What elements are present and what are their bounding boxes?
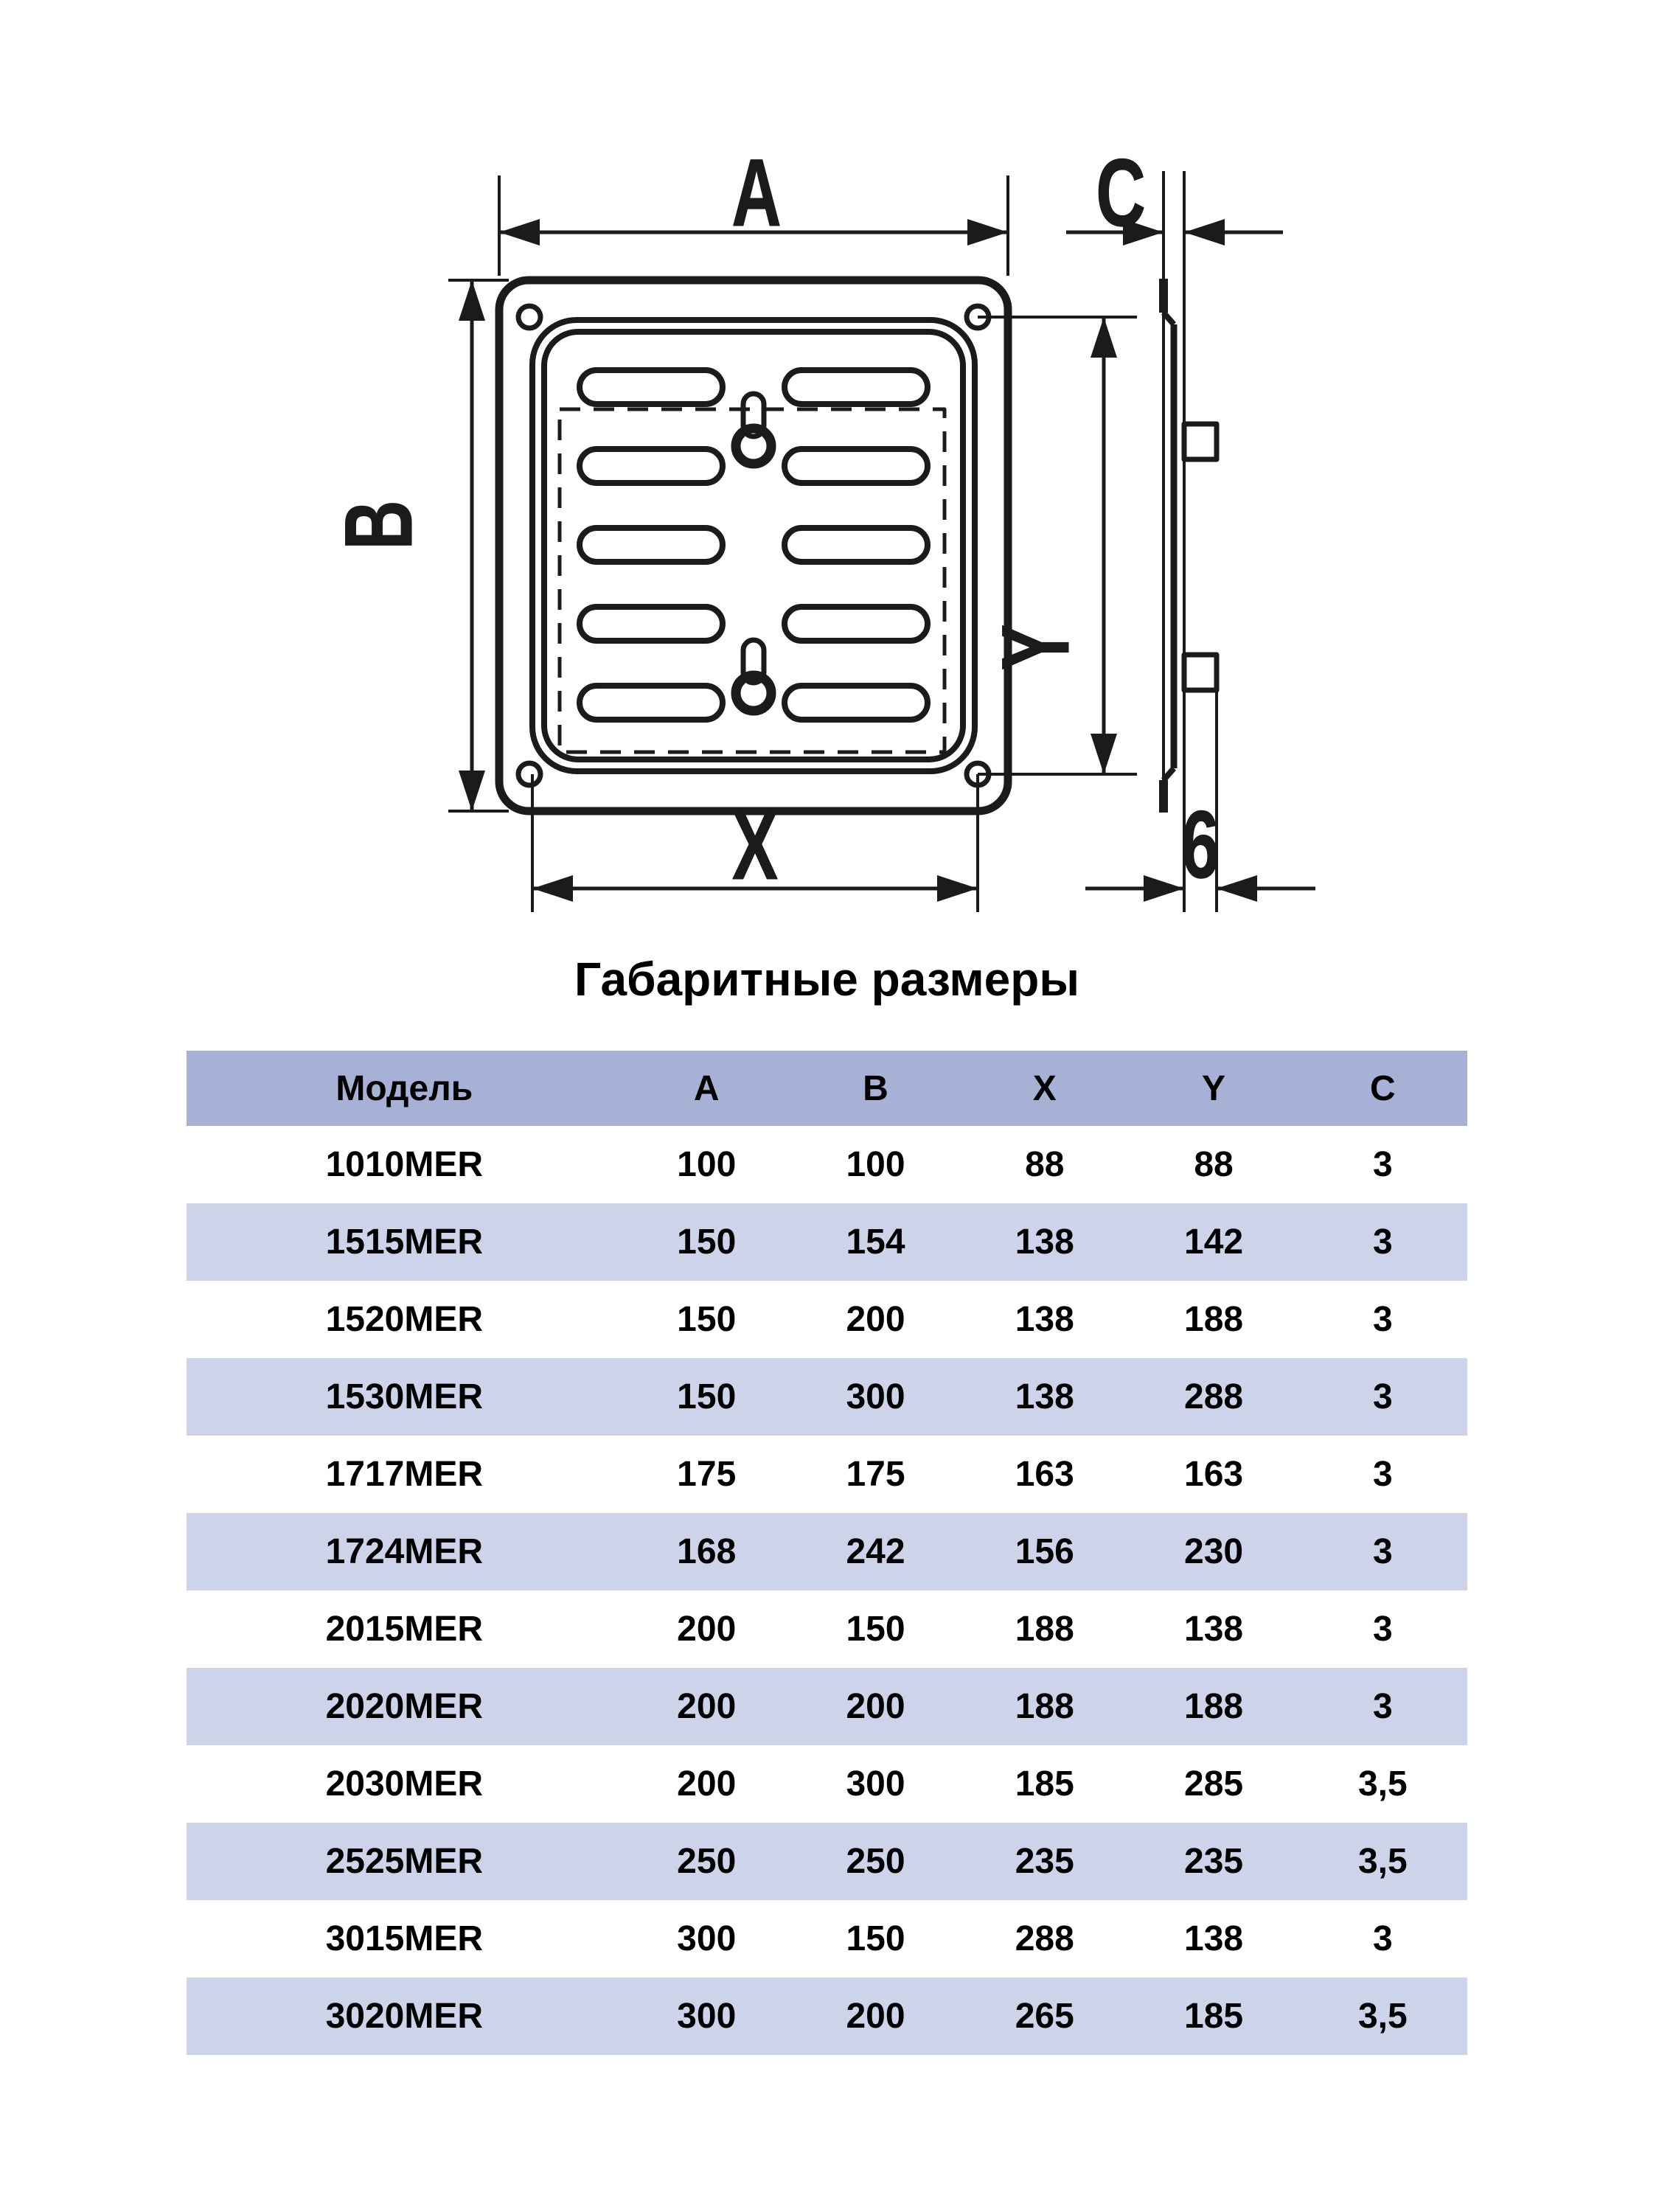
value-cell: 138 [1015, 1377, 1074, 1416]
value-cell: 250 [846, 1842, 905, 1881]
table-row [187, 1590, 1467, 1668]
table-header-row [187, 1051, 1467, 1126]
table-row [187, 1126, 1467, 1203]
header-model: Модель [335, 1068, 473, 1108]
value-cell: 100 [677, 1145, 737, 1184]
dimension-clip-depth [1085, 791, 1315, 902]
value-cell: 3,5 [1357, 1764, 1408, 1804]
value-cell: 150 [677, 1300, 737, 1339]
table-row [187, 1978, 1467, 2055]
model-cell: 1515MER [325, 1222, 484, 1262]
value-cell: 150 [677, 1377, 737, 1416]
value-cell: 200 [846, 1687, 905, 1726]
header-c: C [1370, 1068, 1396, 1108]
model-cell: 2030MER [325, 1764, 484, 1804]
value-cell: 3 [1373, 1455, 1393, 1494]
value-cell: 150 [677, 1222, 737, 1262]
dimension-c-label: C [1096, 139, 1146, 247]
value-cell: 285 [1184, 1764, 1244, 1804]
value-cell: 288 [1015, 1919, 1074, 1958]
dimension-x-label: X [731, 792, 779, 900]
dimension-b-label: B [324, 500, 433, 550]
mounting-hole-top-left [518, 306, 540, 328]
header-b: B [863, 1068, 888, 1108]
value-cell: 168 [677, 1532, 737, 1571]
inner-frame-outer-line [532, 320, 975, 771]
value-cell: 3 [1373, 1377, 1393, 1416]
value-cell: 138 [1184, 1610, 1244, 1649]
dimension-a [499, 139, 1008, 276]
value-cell: 175 [846, 1455, 905, 1494]
model-cell: 2525MER [325, 1842, 484, 1881]
dimension-x [532, 774, 978, 912]
value-cell: 163 [1184, 1455, 1244, 1494]
value-cell: 235 [1184, 1842, 1244, 1881]
dimensions-table [187, 1051, 1467, 2055]
model-cell: 1520MER [325, 1300, 484, 1339]
model-cell: 1724MER [325, 1532, 484, 1571]
value-cell: 188 [1184, 1687, 1244, 1726]
dimension-diagram [0, 0, 1659, 959]
value-cell: 156 [1015, 1532, 1074, 1571]
value-cell: 3 [1373, 1919, 1393, 1958]
value-cell: 300 [846, 1764, 905, 1804]
value-cell: 300 [677, 1997, 737, 2036]
model-cell: 1717MER [325, 1455, 484, 1494]
value-cell: 3,5 [1357, 1842, 1408, 1881]
value-cell: 230 [1184, 1532, 1244, 1571]
value-cell: 3,5 [1357, 1997, 1408, 2036]
table-row [187, 1203, 1467, 1281]
dimension-y [978, 317, 1137, 774]
value-cell: 185 [1015, 1764, 1074, 1804]
value-cell: 175 [677, 1455, 737, 1494]
louvre-slots [580, 370, 928, 720]
value-cell: 3 [1373, 1610, 1393, 1649]
table-header [187, 1051, 1467, 1126]
table-row [187, 1358, 1467, 1436]
mounting-hole-bottom-left [518, 763, 540, 785]
dimension-b [325, 280, 509, 811]
value-cell: 3 [1373, 1687, 1393, 1726]
value-cell: 188 [1015, 1610, 1074, 1649]
dimension-c [1066, 139, 1283, 247]
table-row [187, 1823, 1467, 1900]
header-y: Y [1202, 1068, 1226, 1108]
table-row [187, 1281, 1467, 1358]
table-row [187, 1513, 1467, 1590]
dimension-y-label: Y [981, 624, 1090, 671]
value-cell: 154 [846, 1222, 905, 1262]
value-cell: 235 [1015, 1842, 1074, 1881]
section-title: Габаритные размеры [574, 953, 1079, 1006]
table-row [187, 1745, 1467, 1823]
value-cell: 200 [677, 1764, 737, 1804]
value-cell: 288 [1184, 1377, 1244, 1416]
value-cell: 200 [846, 1300, 905, 1339]
model-cell: 1530MER [325, 1377, 484, 1416]
value-cell: 138 [1015, 1300, 1074, 1339]
value-cell: 185 [1184, 1997, 1244, 2036]
spring-clip-bottom [1184, 655, 1217, 690]
keyhole-slot-bottom [736, 640, 771, 711]
front-view-grille [499, 280, 1008, 811]
model-cell: 3015MER [325, 1919, 484, 1958]
value-cell: 150 [846, 1919, 905, 1958]
value-cell: 250 [677, 1842, 737, 1881]
value-cell: 200 [846, 1997, 905, 2036]
value-cell: 3 [1373, 1222, 1393, 1262]
value-cell: 188 [1184, 1300, 1244, 1339]
keyhole-slot-top [736, 394, 771, 464]
value-cell: 150 [846, 1610, 905, 1649]
value-cell: 163 [1015, 1455, 1074, 1494]
value-cell: 200 [677, 1610, 737, 1649]
value-cell: 3 [1373, 1145, 1393, 1184]
table-row [187, 1436, 1467, 1513]
value-cell: 138 [1184, 1919, 1244, 1958]
outer-frame [499, 280, 1008, 811]
value-cell: 3 [1373, 1300, 1393, 1339]
model-cell: 2015MER [325, 1610, 484, 1649]
dimension-a-label: A [731, 139, 782, 247]
table-body [187, 1126, 1467, 2055]
model-cell: 3020MER [325, 1997, 484, 2036]
dimension-clip-depth-label: 6 [1180, 790, 1220, 899]
value-cell: 300 [677, 1919, 737, 1958]
model-cell: 1010MER [325, 1145, 484, 1184]
value-cell: 300 [846, 1377, 905, 1416]
model-cell: 2020MER [325, 1687, 484, 1726]
value-cell: 138 [1015, 1222, 1074, 1262]
value-cell: 265 [1015, 1997, 1074, 2036]
spring-clip-top [1184, 424, 1217, 459]
value-cell: 3 [1373, 1532, 1393, 1571]
value-cell: 100 [846, 1145, 905, 1184]
value-cell: 242 [846, 1532, 905, 1571]
header-x: X [1032, 1068, 1057, 1108]
value-cell: 88 [1194, 1145, 1234, 1184]
table-row [187, 1668, 1467, 1745]
header-a: A [693, 1068, 720, 1108]
value-cell: 200 [677, 1687, 737, 1726]
value-cell: 188 [1015, 1687, 1074, 1726]
table-row [187, 1900, 1467, 1978]
value-cell: 88 [1025, 1145, 1065, 1184]
value-cell: 142 [1184, 1222, 1244, 1262]
